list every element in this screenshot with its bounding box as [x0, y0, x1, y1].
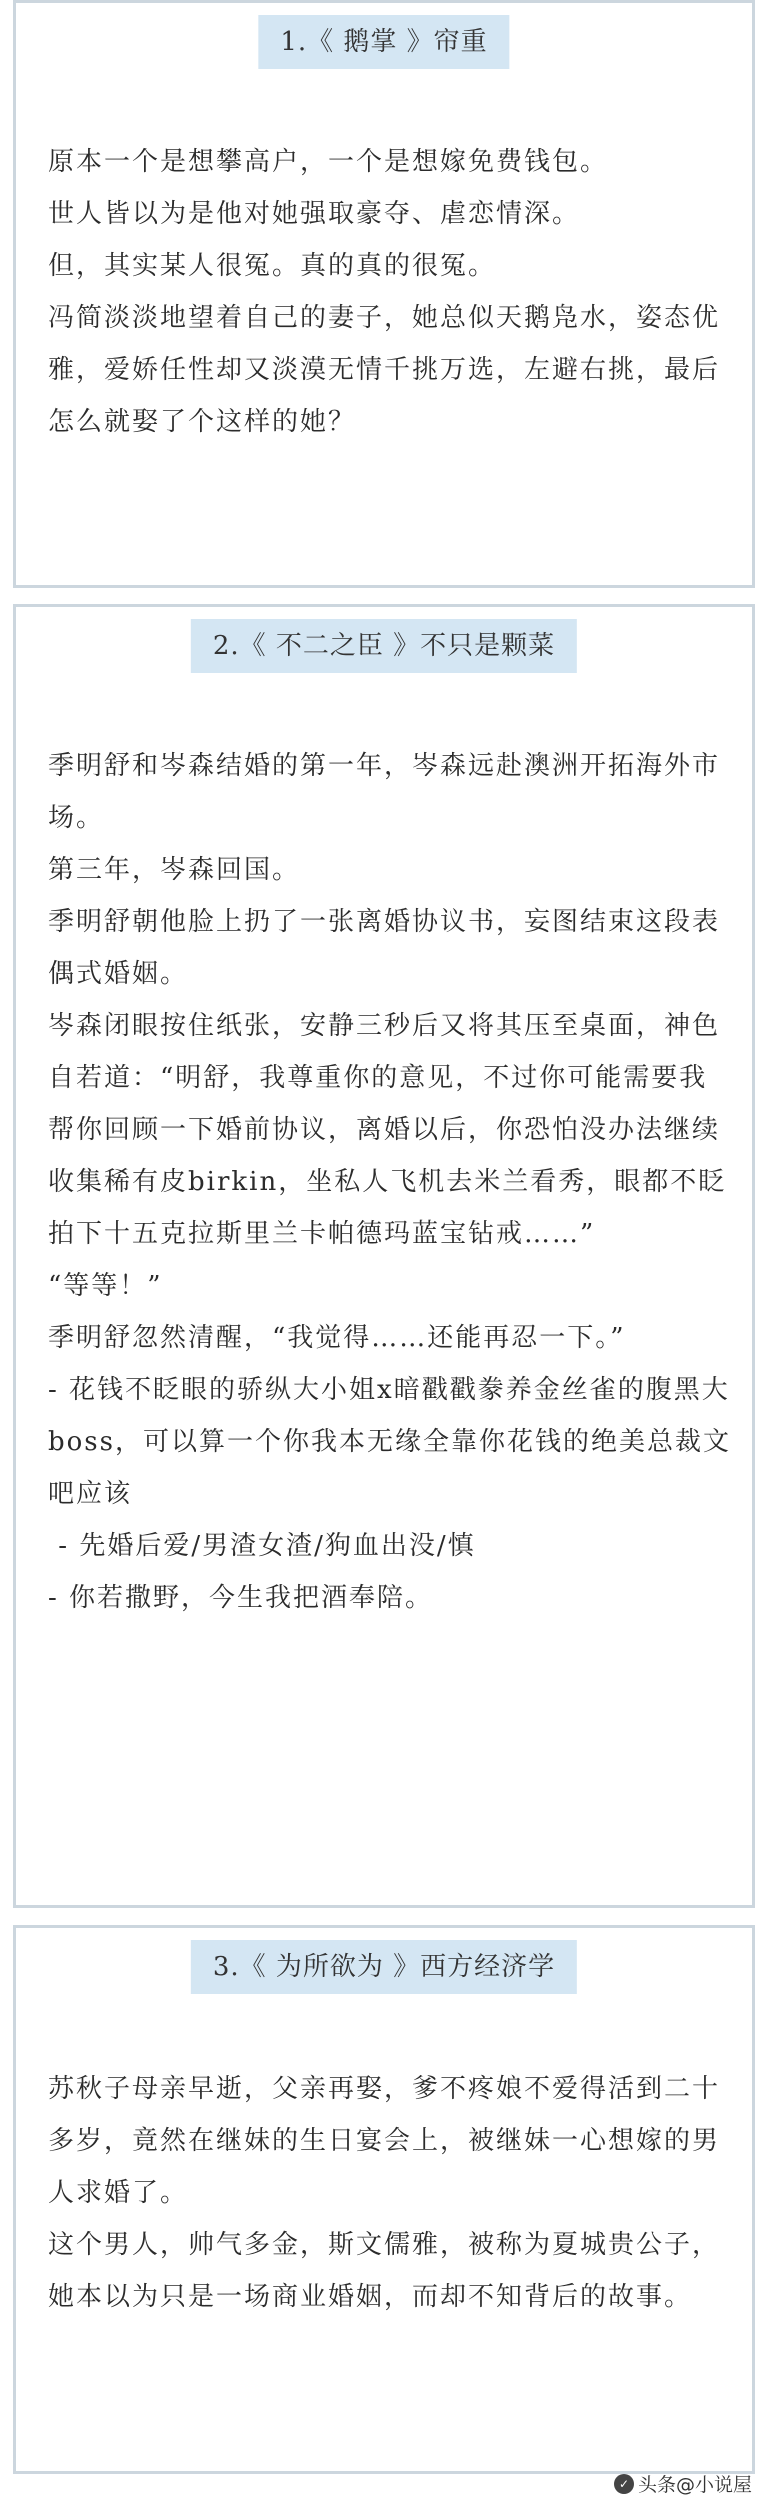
paragraph: 季明舒忽然清醒，“我觉得……还能再忍一下。” [48, 1323, 626, 1353]
section-card [13, 1925, 755, 2474]
section-body [48, 740, 732, 1624]
logo-icon: ✓ [614, 2474, 634, 2494]
paragraph: 世人皆以为是他对她强取豪夺、虐恋情深。 [48, 199, 581, 229]
paragraph: 季明舒朝他脸上扔了一张离婚协议书，妄图结束这段表偶式婚姻。 [48, 907, 721, 989]
paragraph: 冯简淡淡地望着自己的妻子，她总似天鹅凫水，姿态优雅，爱娇任性却又淡漠无情千挑万选，左避右挑，最后怎么就娶了个这样的她？ [48, 303, 721, 437]
paragraph: 第三年，岑森回国。 [48, 855, 301, 885]
section-body [48, 136, 732, 448]
section-title: 3.《 为所欲为 》西方经济学 [191, 1940, 577, 1994]
section-title: 1.《 鹅掌 》帘重 [258, 15, 509, 69]
paragraph: - 先婚后爱/男渣女渣/狗血出没/慎 [48, 1531, 476, 1561]
watermark-text: 头条@小说屋 [637, 2474, 752, 2496]
section-body [48, 2063, 732, 2323]
section-title: 2.《 不二之臣 》不只是颗菜 [191, 619, 577, 673]
watermark [614, 2470, 752, 2497]
section-card [13, 604, 755, 1908]
section-card [13, 0, 755, 588]
paragraph: 但，其实某人很冤。真的真的很冤。 [48, 251, 497, 281]
paragraph: - 你若撒野，今生我把酒奉陪。 [48, 1583, 434, 1613]
paragraph: 岑森闭眼按住纸张，安静三秒后又将其压至桌面，神色自若道：“明舒，我尊重你的意见，不过你可能需要我帮你回顾一下婚前协议，离婚以后，你恐怕没办法继续收集稀有皮birkin，坐私人飞机去米兰看秀，眼都不眨拍下十五克拉斯里兰卡帕德玛蓝宝钻戒……” [48, 1011, 727, 1249]
paragraph: 季明舒和岑森结婚的第一年，岑森远赴澳洲开拓海外市场。 [48, 751, 721, 833]
paragraph: 这个男人，帅气多金，斯文儒雅，被称为夏城贵公子，她本以为只是一场商业婚姻，而却不知背后的故事。 [48, 2230, 721, 2312]
paragraph: 原本一个是想攀高户，一个是想嫁免费钱包。 [48, 147, 609, 177]
paragraph: - 花钱不眨眼的骄纵大小姐x暗戳戳豢养金丝雀的腹黑大boss，可以算一个你我本无缘全靠你花钱的绝美总裁文吧应该 [48, 1375, 731, 1509]
paragraph: 苏秋子母亲早逝，父亲再娶，爹不疼娘不爱得活到二十多岁，竟然在继妹的生日宴会上，被继妹一心想嫁的男人求婚了。 [48, 2074, 721, 2208]
paragraph: “等等！” [48, 1271, 163, 1301]
